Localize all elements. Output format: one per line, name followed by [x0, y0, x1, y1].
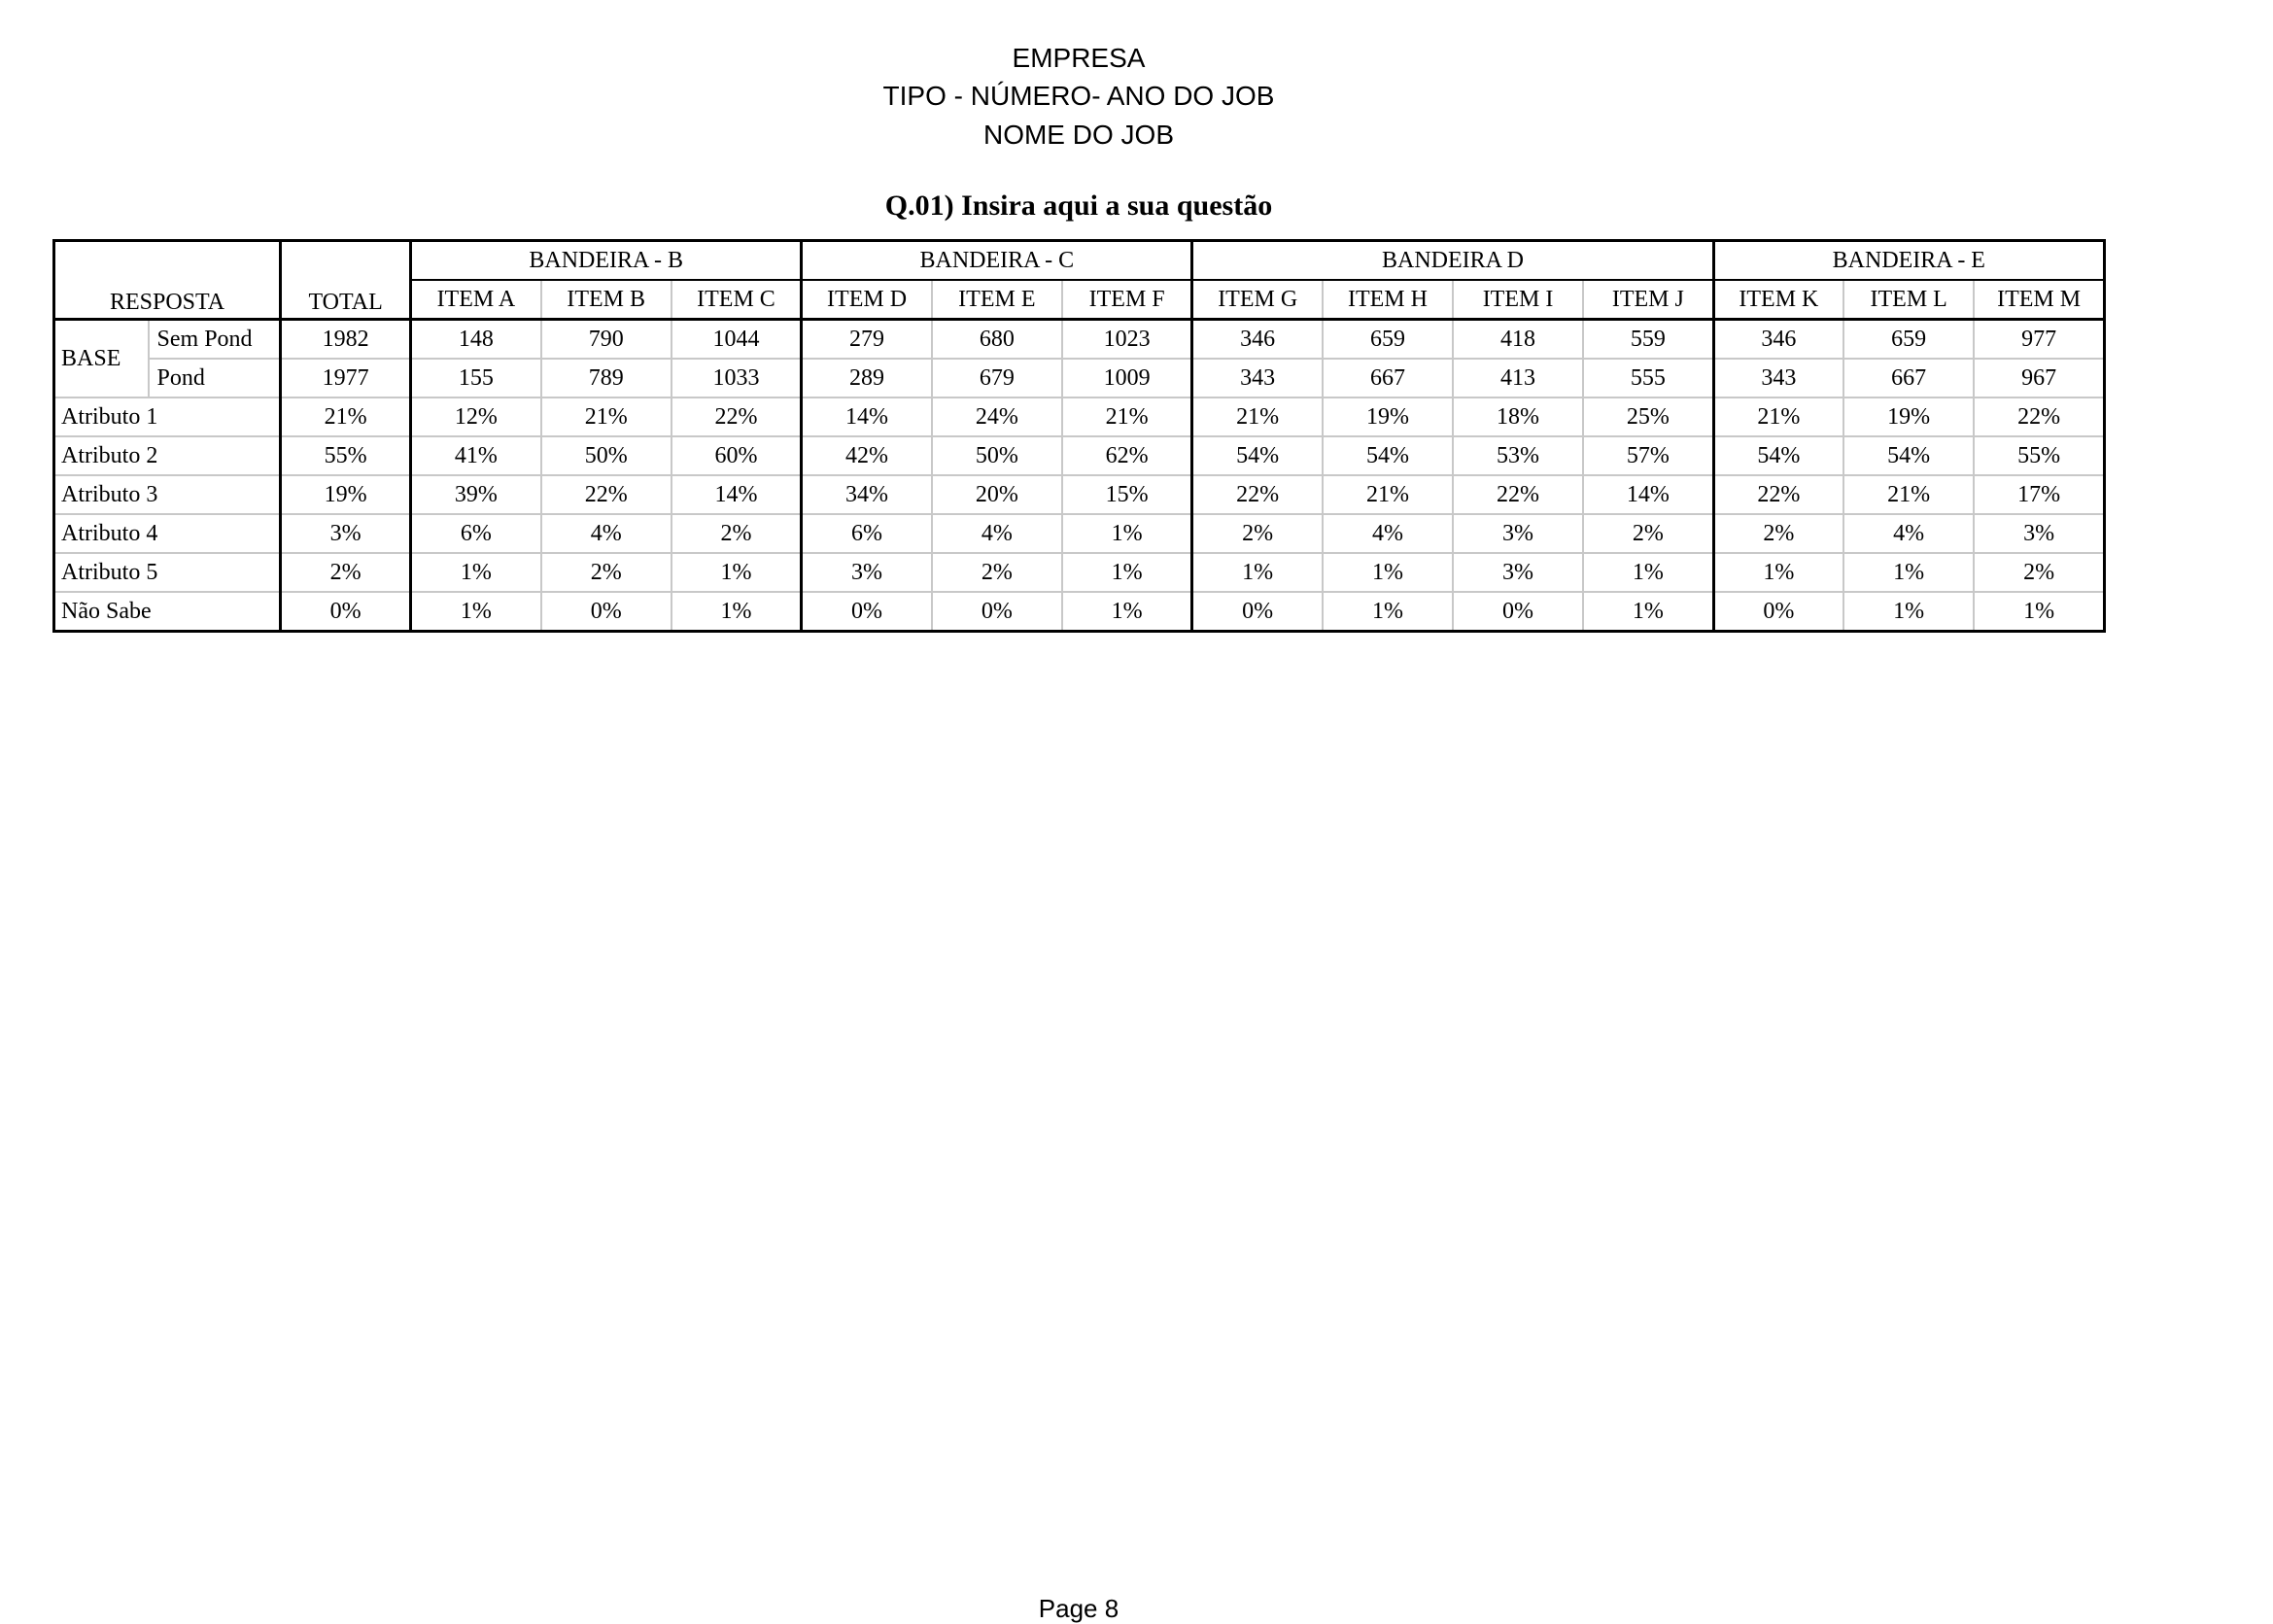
value-cell: 667 — [1843, 359, 1974, 397]
value-cell: 2% — [1583, 514, 1713, 553]
value-cell: 418 — [1453, 320, 1583, 360]
value-cell: 54% — [1713, 436, 1843, 475]
value-cell: 6% — [802, 514, 932, 553]
value-cell: 18% — [1453, 397, 1583, 436]
value-cell: 21% — [1713, 397, 1843, 436]
total-cell: 55% — [281, 436, 411, 475]
group-header: BANDEIRA - B — [411, 241, 802, 281]
total-cell: 1977 — [281, 359, 411, 397]
value-cell: 19% — [1843, 397, 1974, 436]
value-cell: 17% — [1974, 475, 2104, 514]
value-cell: 1% — [1062, 553, 1192, 592]
value-cell: 3% — [1453, 514, 1583, 553]
value-cell: 1% — [1192, 553, 1323, 592]
row-label: Atributo 3 — [54, 475, 281, 514]
value-cell: 2% — [1713, 514, 1843, 553]
value-cell: 667 — [1323, 359, 1453, 397]
value-cell: 148 — [411, 320, 541, 360]
value-cell: 14% — [802, 397, 932, 436]
value-cell: 4% — [932, 514, 1062, 553]
value-cell: 53% — [1453, 436, 1583, 475]
base-sub-label: Sem Pond — [149, 320, 281, 360]
value-cell: 1% — [411, 592, 541, 632]
value-cell: 4% — [541, 514, 672, 553]
base-sub-label: Pond — [149, 359, 281, 397]
value-cell: 1% — [1323, 553, 1453, 592]
value-cell: 14% — [1583, 475, 1713, 514]
value-cell: 413 — [1453, 359, 1583, 397]
item-header: ITEM J — [1583, 280, 1713, 320]
value-cell: 967 — [1974, 359, 2104, 397]
row-label: Atributo 1 — [54, 397, 281, 436]
value-cell: 790 — [541, 320, 672, 360]
value-cell: 1% — [1062, 514, 1192, 553]
total-cell: 1982 — [281, 320, 411, 360]
table-row — [54, 514, 2105, 553]
value-cell: 0% — [932, 592, 1062, 632]
value-cell: 50% — [541, 436, 672, 475]
value-cell: 679 — [932, 359, 1062, 397]
item-header: ITEM D — [802, 280, 932, 320]
value-cell: 22% — [672, 397, 802, 436]
item-header: ITEM B — [541, 280, 672, 320]
value-cell: 22% — [541, 475, 672, 514]
value-cell: 1009 — [1062, 359, 1192, 397]
value-cell: 22% — [1453, 475, 1583, 514]
value-cell: 1% — [411, 553, 541, 592]
value-cell: 1% — [1843, 592, 1974, 632]
value-cell: 4% — [1323, 514, 1453, 553]
value-cell: 3% — [802, 553, 932, 592]
base-row — [54, 320, 2105, 360]
item-header: ITEM C — [672, 280, 802, 320]
value-cell: 0% — [1713, 592, 1843, 632]
value-cell: 346 — [1192, 320, 1323, 360]
value-cell: 1044 — [672, 320, 802, 360]
total-cell: 19% — [281, 475, 411, 514]
value-cell: 55% — [1974, 436, 2104, 475]
value-cell: 2% — [1192, 514, 1323, 553]
row-label: Não Sabe — [54, 592, 281, 632]
value-cell: 20% — [932, 475, 1062, 514]
value-cell: 659 — [1323, 320, 1453, 360]
total-cell: 2% — [281, 553, 411, 592]
table-row — [54, 436, 2105, 475]
value-cell: 21% — [1062, 397, 1192, 436]
item-header: ITEM K — [1713, 280, 1843, 320]
row-label: Atributo 5 — [54, 553, 281, 592]
value-cell: 1% — [1583, 592, 1713, 632]
value-cell: 555 — [1583, 359, 1713, 397]
value-cell: 24% — [932, 397, 1062, 436]
item-header: ITEM L — [1843, 280, 1974, 320]
value-cell: 1033 — [672, 359, 802, 397]
value-cell: 34% — [802, 475, 932, 514]
value-cell: 54% — [1843, 436, 1974, 475]
group-header-row — [54, 241, 2105, 281]
value-cell: 19% — [1323, 397, 1453, 436]
value-cell: 22% — [1974, 397, 2104, 436]
value-cell: 0% — [541, 592, 672, 632]
value-cell: 50% — [932, 436, 1062, 475]
value-cell: 62% — [1062, 436, 1192, 475]
item-header: ITEM A — [411, 280, 541, 320]
item-header: ITEM H — [1323, 280, 1453, 320]
value-cell: 346 — [1713, 320, 1843, 360]
value-cell: 1% — [672, 553, 802, 592]
group-header: BANDEIRA - E — [1713, 241, 2104, 281]
job-type-header: TIPO - NÚMERO- ANO DO JOB — [882, 81, 1275, 111]
value-cell: 54% — [1192, 436, 1323, 475]
table-row — [54, 475, 2105, 514]
value-cell: 3% — [1974, 514, 2104, 553]
value-cell: 21% — [541, 397, 672, 436]
item-header: ITEM F — [1062, 280, 1192, 320]
group-header: BANDEIRA D — [1192, 241, 1713, 281]
value-cell: 12% — [411, 397, 541, 436]
value-cell: 1% — [1062, 592, 1192, 632]
value-cell: 41% — [411, 436, 541, 475]
item-header: ITEM G — [1192, 280, 1323, 320]
question-title: Q.01) Insira aqui a sua questão — [884, 190, 1273, 222]
value-cell: 60% — [672, 436, 802, 475]
value-cell: 15% — [1062, 475, 1192, 514]
value-cell: 155 — [411, 359, 541, 397]
group-header: BANDEIRA - C — [802, 241, 1192, 281]
value-cell: 0% — [1453, 592, 1583, 632]
value-cell: 1023 — [1062, 320, 1192, 360]
value-cell: 1% — [1843, 553, 1974, 592]
value-cell: 977 — [1974, 320, 2104, 360]
value-cell: 22% — [1713, 475, 1843, 514]
value-cell: 279 — [802, 320, 932, 360]
total-cell: 21% — [281, 397, 411, 436]
item-header: ITEM M — [1974, 280, 2104, 320]
value-cell: 22% — [1192, 475, 1323, 514]
value-cell: 2% — [932, 553, 1062, 592]
value-cell: 343 — [1192, 359, 1323, 397]
value-cell: 2% — [672, 514, 802, 553]
item-header: ITEM I — [1453, 280, 1583, 320]
value-cell: 3% — [1453, 553, 1583, 592]
job-name-header: NOME DO JOB — [982, 120, 1174, 150]
value-cell: 343 — [1713, 359, 1843, 397]
value-cell: 54% — [1323, 436, 1453, 475]
total-header: TOTAL — [281, 241, 411, 320]
table-row — [54, 592, 2105, 632]
value-cell: 1% — [672, 592, 802, 632]
base-label: BASE — [54, 320, 149, 398]
value-cell: 21% — [1323, 475, 1453, 514]
value-cell: 2% — [541, 553, 672, 592]
value-cell: 21% — [1192, 397, 1323, 436]
value-cell: 1% — [1713, 553, 1843, 592]
value-cell: 6% — [411, 514, 541, 553]
total-cell: 3% — [281, 514, 411, 553]
value-cell: 659 — [1843, 320, 1974, 360]
value-cell: 2% — [1974, 553, 2104, 592]
value-cell: 680 — [932, 320, 1062, 360]
value-cell: 25% — [1583, 397, 1713, 436]
base-row — [54, 359, 2105, 397]
value-cell: 789 — [541, 359, 672, 397]
value-cell: 14% — [672, 475, 802, 514]
value-cell: 559 — [1583, 320, 1713, 360]
company-header: EMPRESA — [1012, 43, 1146, 73]
value-cell: 1% — [1323, 592, 1453, 632]
value-cell: 21% — [1843, 475, 1974, 514]
value-cell: 4% — [1843, 514, 1974, 553]
row-label: Atributo 2 — [54, 436, 281, 475]
table-row — [54, 397, 2105, 436]
value-cell: 289 — [802, 359, 932, 397]
value-cell: 57% — [1583, 436, 1713, 475]
value-cell: 0% — [802, 592, 932, 632]
resposta-header: RESPOSTA — [54, 241, 281, 320]
total-cell: 0% — [281, 592, 411, 632]
value-cell: 1% — [1583, 553, 1713, 592]
row-label: Atributo 4 — [54, 514, 281, 553]
page-number: Page 8 — [1038, 1594, 1119, 1623]
value-cell: 1% — [1974, 592, 2104, 632]
crosstab-table — [52, 239, 2106, 633]
value-cell: 39% — [411, 475, 541, 514]
table-row — [54, 553, 2105, 592]
value-cell: 42% — [802, 436, 932, 475]
item-header: ITEM E — [932, 280, 1062, 320]
value-cell: 0% — [1192, 592, 1323, 632]
